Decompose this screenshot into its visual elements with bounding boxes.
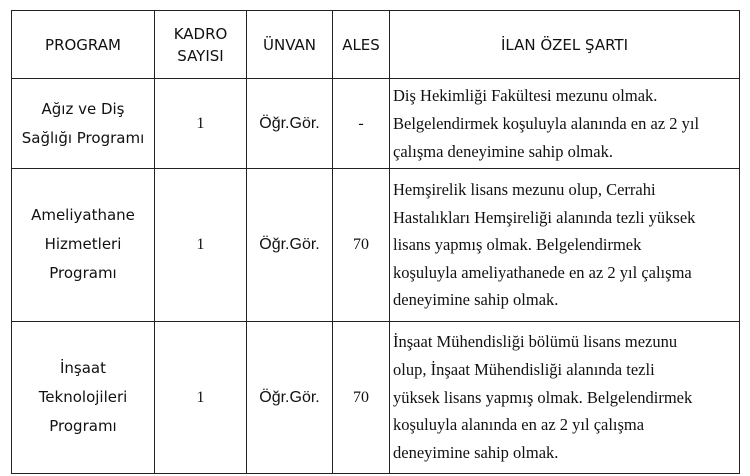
- requirement-cell: [390, 79, 740, 169]
- program-cell: [12, 79, 155, 169]
- requirement-line: deneyimine sahip olmak.: [393, 290, 559, 310]
- requirement-cell: [390, 169, 740, 321]
- requirement-line: olup, İnşaat Mühendisliği alanında tezli: [393, 359, 655, 379]
- program-line: Programı: [49, 416, 117, 435]
- program-line: Sağlığı Programı: [21, 128, 145, 147]
- program-cell: [12, 321, 155, 473]
- requirement-cell: [390, 321, 740, 473]
- table-row: [12, 79, 740, 169]
- program-line: Teknolojileri: [38, 387, 128, 406]
- kadro-cell: 1: [155, 79, 247, 169]
- requirement-line: Hastalıkları Hemşireliği alanında tezli yüksek: [393, 207, 696, 227]
- unvan-cell: Öğr.Gör.: [247, 321, 333, 473]
- requirement-line: koşuluyla alanında en az 2 yıl çalışma: [393, 415, 645, 435]
- requirement-line: yüksek lisans yapmış olmak. Belgelendirmek: [393, 387, 693, 407]
- requirement-line: İnşaat Mühendisliği bölümü lisans mezunu: [393, 332, 678, 352]
- table-row: [12, 169, 740, 321]
- requirement-line: Diş Hekimliği Fakültesi mezunu olmak.: [393, 86, 658, 106]
- program-line: İnşaat: [59, 358, 106, 377]
- requirement-line: Belgelendirmek koşuluyla alanında en az 2 yıl: [393, 113, 700, 133]
- header-kadro-line: KADRO: [173, 24, 228, 43]
- header-kadro-sayisi: [155, 11, 247, 79]
- table-header-row: [12, 11, 740, 79]
- ales-cell: 70: [333, 169, 390, 321]
- program-cell: [12, 169, 155, 321]
- unvan-cell: Öğr.Gör.: [247, 79, 333, 169]
- requirement-line: çalışma deneyimine sahip olmak.: [393, 141, 613, 161]
- kadro-cell: 1: [155, 169, 247, 321]
- job-requirements-table: [11, 10, 740, 474]
- ales-cell: 70: [333, 321, 390, 473]
- program-line: Hizmetleri: [44, 235, 122, 254]
- requirement-line: deneyimine sahip olmak.: [393, 442, 559, 462]
- program-line: Ameliyathane: [31, 206, 135, 225]
- unvan-cell: Öğr.Gör.: [247, 169, 333, 321]
- program-line: Ağız ve Diş: [41, 99, 125, 118]
- header-sayisi-line: SAYISI: [177, 46, 224, 65]
- header-unvan: ÜNVAN: [247, 11, 333, 79]
- kadro-cell: 1: [155, 321, 247, 473]
- requirement-line: Hemşirelik lisans mezunu olup, Cerrahi: [393, 180, 656, 199]
- requirement-line: koşuluyla ameliyathanede en az 2 yıl çalışma: [393, 262, 692, 282]
- ales-cell: -: [333, 79, 390, 169]
- header-ilan-ozel-sarti: İLAN ÖZEL ŞARTI: [390, 11, 740, 79]
- header-ales: ALES: [333, 11, 390, 79]
- requirement-line: lisans yapmış olmak. Belgelendirmek: [393, 235, 642, 255]
- table-row: [12, 321, 740, 473]
- header-program: PROGRAM: [12, 11, 155, 79]
- program-line: Programı: [49, 264, 117, 283]
